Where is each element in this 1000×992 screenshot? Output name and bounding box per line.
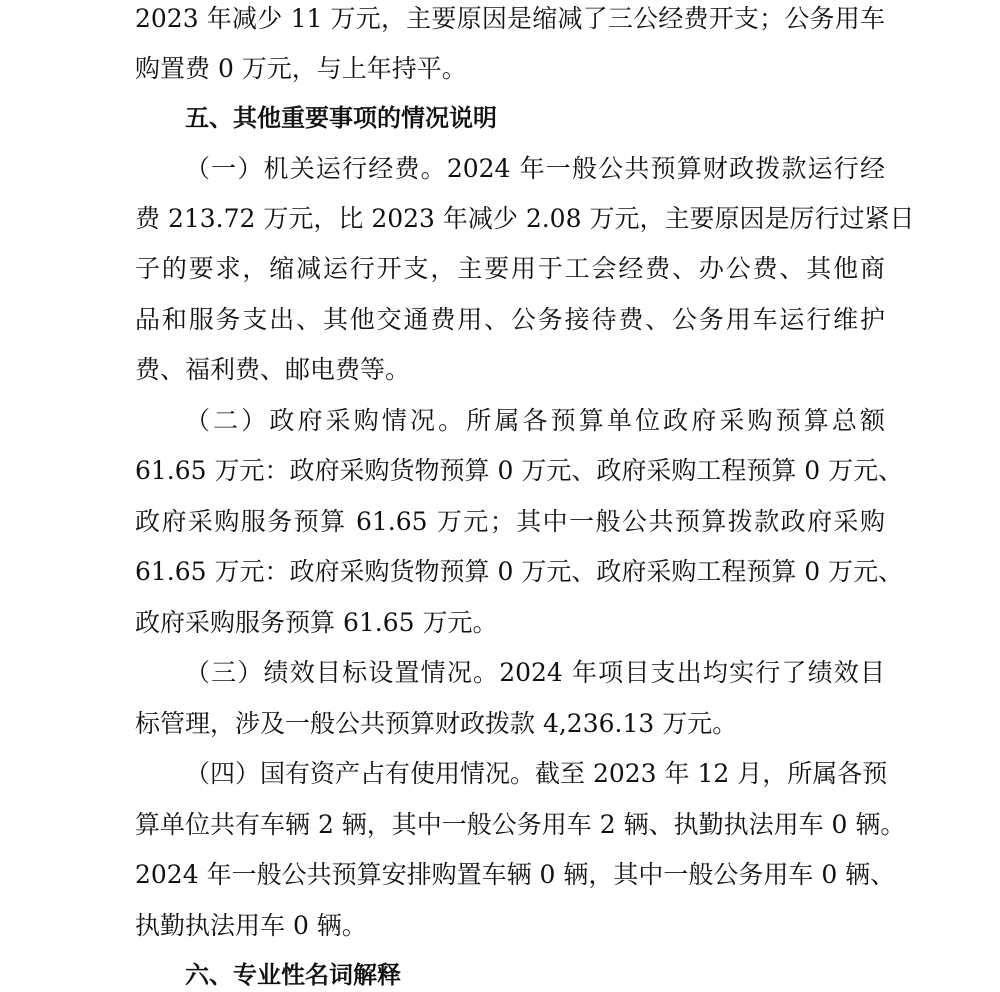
paragraph-line	[0, 505, 1000, 539]
paragraph-line	[0, 909, 1000, 943]
body-text: 2023 年减少 11 万元，主要原因是缩减了三公经费开支；公务用车	[135, 4, 885, 33]
paragraph-line	[0, 2, 1000, 36]
paragraph-line	[0, 555, 1000, 589]
paragraph-line	[0, 202, 1000, 236]
paragraph-line	[0, 152, 1000, 186]
paragraph-line	[0, 52, 1000, 86]
body-text: 政府采购服务预算 61.65 万元；其中一般公共预算拨款政府采购	[135, 507, 885, 536]
body-text: 61.65 万元：政府采购货物预算 0 万元、政府采购工程预算 0 万元、	[135, 456, 904, 485]
paragraph-line	[0, 707, 1000, 741]
body-text: （二）政府采购情况。所属各预算单位政府采购预算总额	[185, 406, 885, 435]
paragraph-line	[0, 858, 1000, 892]
body-text: （四）国有资产占有使用情况。截至 2023 年 12 月，所属各预	[185, 759, 888, 788]
paragraph-line	[0, 252, 1000, 286]
body-text: （三）绩效目标设置情况。2024 年项目支出均实行了绩效目	[185, 658, 885, 687]
body-text: 费 213.72 万元，比 2023 年减少 2.08 万元，主要原因是厉行过紧日	[135, 204, 915, 233]
section-heading-6	[0, 958, 1000, 992]
paragraph-line	[0, 303, 1000, 337]
paragraph-line	[0, 757, 1000, 791]
body-text: 政府采购服务预算 61.65 万元。	[135, 608, 498, 637]
body-text: （一）机关运行经费。2024 年一般公共预算财政拨款运行经	[185, 154, 885, 183]
body-text: 2024 年一般公共预算安排购置车辆 0 辆，其中一般公务用车 0 辆、	[135, 860, 896, 889]
body-text: 子的要求，缩减运行开支，主要用于工会经费、办公费、其他商	[135, 254, 885, 283]
section-heading-text: 六、专业性名词解释	[185, 961, 401, 989]
body-text: 费、福利费、邮电费等。	[135, 355, 411, 384]
body-text: 执勤执法用车 0 辆。	[135, 911, 367, 940]
section-heading-text: 五、其他重要事项的情况说明	[185, 104, 497, 132]
paragraph-line	[0, 353, 1000, 387]
paragraph-line	[0, 404, 1000, 438]
paragraph-line	[0, 656, 1000, 690]
paragraph-line	[0, 606, 1000, 640]
body-text: 购置费 0 万元，与上年持平。	[135, 54, 467, 83]
body-text: 61.65 万元：政府采购货物预算 0 万元、政府采购工程预算 0 万元、	[135, 557, 904, 586]
paragraph-line	[0, 454, 1000, 488]
section-heading-5	[0, 101, 1000, 135]
body-text: 标管理，涉及一般公共预算财政拨款 4,236.13 万元。	[135, 709, 738, 738]
paragraph-line	[0, 808, 1000, 842]
body-text: 算单位共有车辆 2 辆，其中一般公务用车 2 辆、执勤执法用车 0 辆。	[135, 810, 906, 839]
body-text: 品和服务支出、其他交通费用、公务接待费、公务用车运行维护	[135, 305, 885, 334]
